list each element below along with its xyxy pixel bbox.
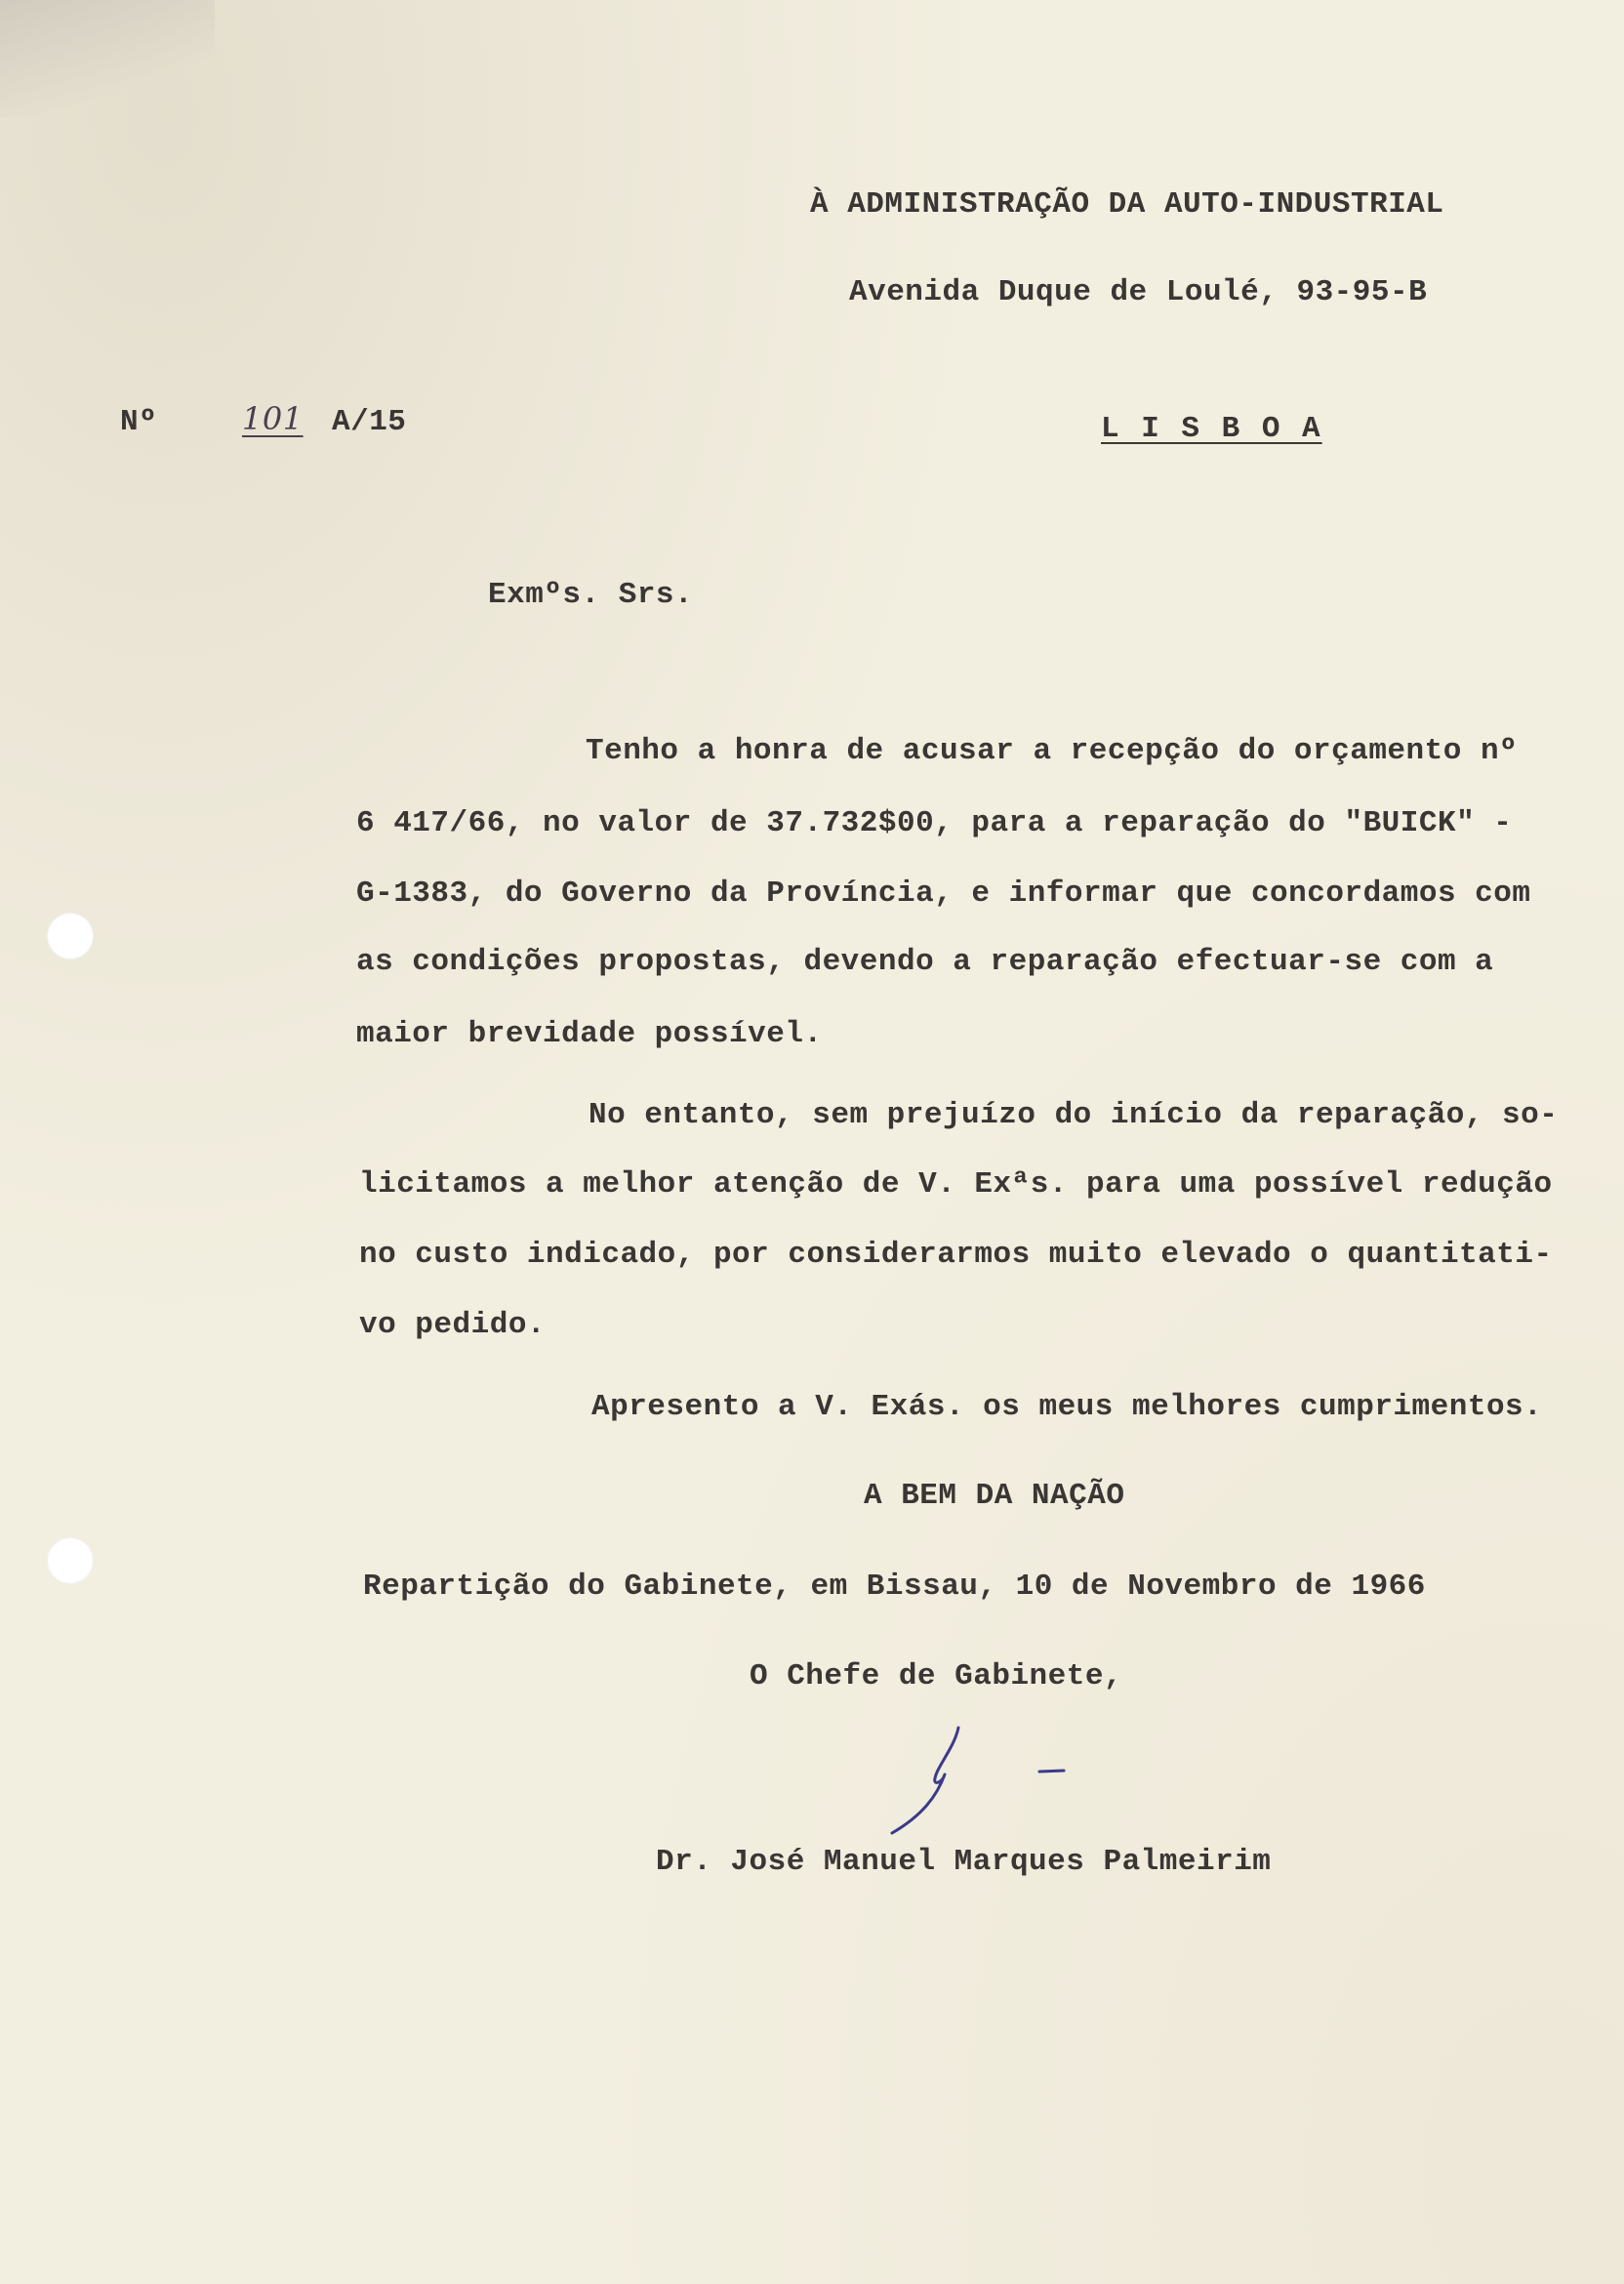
recipient-line-2: Avenida Duque de Loulé, 93-95-B — [849, 275, 1428, 309]
paragraph-2-line-1: No entanto, sem prejuízo do início da reparação, so- — [589, 1098, 1559, 1132]
signatory-title: O Chefe de Gabinete, — [750, 1659, 1123, 1693]
paper-corner-shading — [0, 0, 215, 117]
recipient-line-1: À ADMINISTRAÇÃO DA AUTO-INDUSTRIAL — [810, 187, 1444, 222]
paragraph-2-line-3: no custo indicado, por considerarmos muito elevado o quantitati- — [359, 1238, 1553, 1272]
salutation: Exmºs. Srs. — [488, 578, 694, 612]
paragraph-1-line-5: maior brevidade possível. — [356, 1017, 823, 1051]
signatory-name: Dr. José Manuel Marques Palmeirim — [656, 1845, 1272, 1879]
handwritten-signature — [878, 1718, 1074, 1835]
place-date: Repartição do Gabinete, em Bissau, 10 de Novembro de 1966 — [363, 1570, 1426, 1604]
paragraph-1-line-1: Tenho a honra de acusar a recepção do orçamento nº — [586, 734, 1519, 768]
reference-series: A/15 — [332, 405, 407, 439]
closing-line: Apresento a V. Exás. os meus melhores cumprimentos. — [591, 1390, 1543, 1424]
punch-hole-top — [47, 913, 94, 959]
motto: A BEM DA NAÇÃO — [864, 1479, 1125, 1513]
signature-stroke-main — [892, 1728, 958, 1833]
paragraph-1-line-3: G-1383, do Governo da Província, e informar que concordamos com — [356, 877, 1531, 911]
paragraph-2-line-2: licitamos a melhor atenção de V. Exªs. para uma possível redução — [359, 1167, 1553, 1202]
paragraph-2-line-4: vo pedido. — [359, 1308, 547, 1342]
punch-hole-bottom — [47, 1537, 94, 1584]
paragraph-1-line-4: as condições propostas, devendo a reparação efectuar-se com a — [356, 945, 1494, 979]
paragraph-1-line-2: 6 417/66, no valor de 37.732$00, para a reparação do "BUICK" - — [356, 806, 1513, 840]
signature-stroke-dash — [1039, 1771, 1064, 1772]
recipient-city: L I S B O A — [1101, 412, 1322, 446]
reference-label: Nº — [120, 405, 158, 439]
reference-number: 101 — [242, 400, 304, 437]
